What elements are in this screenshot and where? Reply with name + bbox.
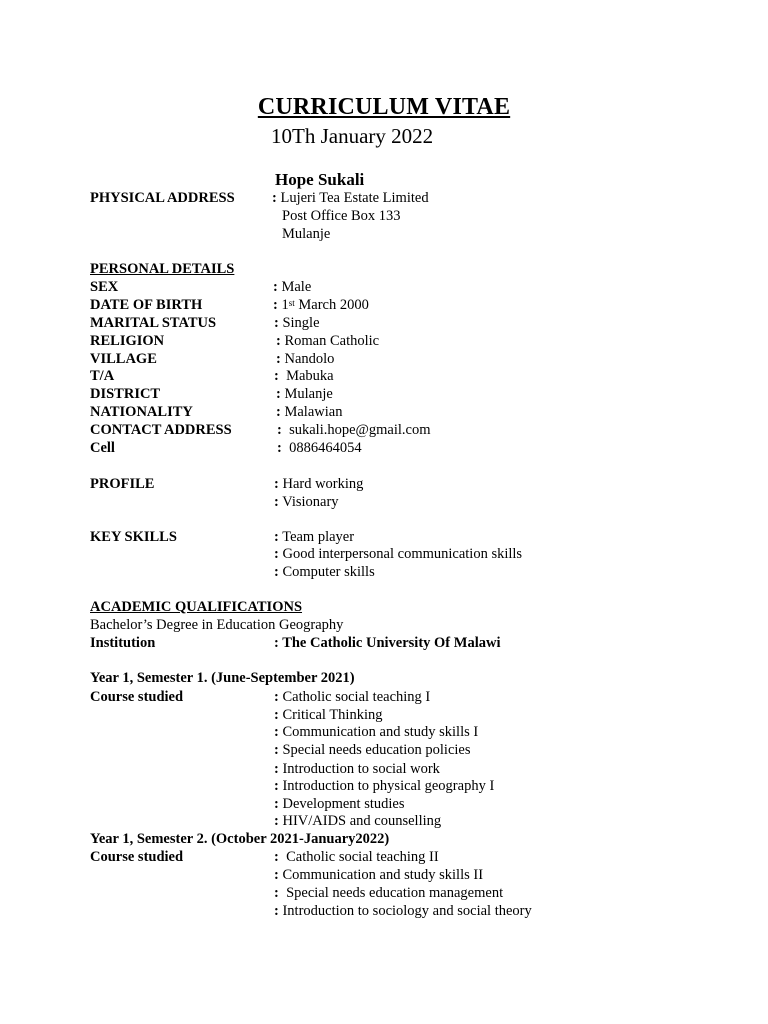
semester2-heading: Year 1, Semester 2. (October 2021-January2022) — [90, 831, 390, 847]
religion-label: RELIGION — [90, 333, 165, 349]
ta-value: : Mabuka — [274, 368, 334, 384]
nationality-value: : Malawian — [276, 404, 343, 420]
applicant-name: Hope Sukali — [275, 170, 365, 189]
cell-value: : 0886464054 — [277, 440, 362, 456]
district-label: DISTRICT — [90, 386, 161, 402]
degree-text: Bachelor’s Degree in Education Geography — [90, 617, 344, 633]
physical-address-line1: : Lujeri Tea Estate Limited — [272, 190, 429, 206]
course-item: : Introduction to sociology and social theory — [274, 903, 532, 919]
course-item: : Introduction to social work — [274, 761, 440, 777]
course-item: : Special needs education policies — [274, 742, 471, 758]
marital-status-value: : Single — [274, 315, 320, 331]
academic-qualifications-heading: ACADEMIC QUALIFICATIONS — [90, 599, 303, 615]
contact-address-value: : sukali.hope@gmail.com — [277, 422, 431, 438]
semester1-heading: Year 1, Semester 1. (June-September 2021) — [90, 670, 355, 686]
physical-address-line3: Mulanje — [282, 226, 331, 242]
dob-value: : 1st March 2000 — [273, 297, 369, 313]
cell-label: Cell — [90, 440, 115, 456]
key-skills-label: KEY SKILLS — [90, 529, 177, 545]
ta-label: T/A — [90, 368, 115, 384]
course-item: : HIV/AIDS and counselling — [274, 813, 442, 829]
course-item: : Communication and study skills II — [274, 867, 484, 883]
marital-status-label: MARITAL STATUS — [90, 315, 217, 331]
contact-address-label: CONTACT ADDRESS — [90, 422, 232, 438]
profile-label: PROFILE — [90, 476, 155, 492]
dob-label: DATE OF BIRTH — [90, 297, 203, 313]
profile-item: : Hard working — [274, 476, 364, 492]
skill-item: : Good interpersonal communication skills — [274, 546, 523, 562]
course-item: : Catholic social teaching I — [274, 689, 431, 705]
village-value: : Nandolo — [276, 351, 335, 367]
course-item: : Introduction to physical geography I — [274, 778, 495, 794]
sex-value: : Male — [273, 279, 312, 295]
religion-value: : Roman Catholic — [276, 333, 380, 349]
personal-details-heading: PERSONAL DETAILS — [90, 261, 235, 277]
nationality-label: NATIONALITY — [90, 404, 193, 420]
profile-item: : Visionary — [274, 494, 339, 510]
physical-address-line2: Post Office Box 133 — [282, 208, 401, 224]
semester1-course-label: Course studied — [90, 689, 184, 705]
semester2-course-label: Course studied — [90, 849, 184, 865]
course-item: : Special needs education management — [274, 885, 504, 901]
course-item: : Critical Thinking — [274, 707, 383, 723]
document-date: 10Th January 2022 — [271, 124, 434, 148]
course-item: : Communication and study skills I — [274, 724, 479, 740]
document-title: CURRICULUM VITAE — [257, 94, 511, 120]
skill-item: : Team player — [274, 529, 355, 545]
sex-label: SEX — [90, 279, 119, 295]
physical-address-label: PHYSICAL ADDRESS — [90, 190, 235, 206]
district-value: : Mulanje — [276, 386, 333, 402]
institution-value: : The Catholic University Of Malawi — [274, 635, 501, 651]
course-item: : Catholic social teaching II — [274, 849, 439, 865]
village-label: VILLAGE — [90, 351, 157, 367]
course-item: : Development studies — [274, 796, 405, 812]
skill-item: : Computer skills — [274, 564, 375, 580]
institution-label: Institution — [90, 635, 156, 651]
